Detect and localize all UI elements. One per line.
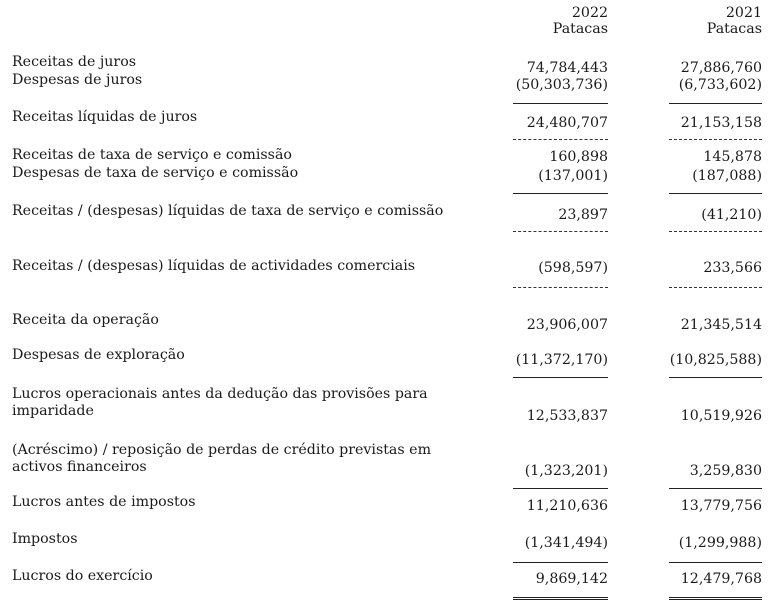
double-underline [669,597,762,600]
value-2021-tax: (1,299,988) [678,535,762,551]
year-2022-header: 2022 [571,5,608,21]
row-label-interest-expense: Despesas de juros [12,72,143,88]
value-2022-interest-expense: (50,303,736) [515,77,608,93]
value-2021-interest-income: 27,886,760 [680,60,762,76]
row-label-net-trading: Receitas / (despesas) líquidas de actividades comerciais [12,258,416,274]
value-2021-fee-income: 145,878 [703,149,762,165]
row-label-pre-impairment-profit-line1: Lucros operacionais antes da dedução das provisões para [12,386,428,402]
value-2022-operating-expenses: (11,372,170) [515,352,608,368]
currency-2021-header: Patacas [706,21,762,37]
value-2022-profit-for-year: 9,869,142 [535,571,608,587]
row-label-operating-expenses: Despesas de exploração [12,347,185,363]
value-2021-fee-expense: (187,088) [692,168,762,184]
value-2022-net-trading: (598,597) [538,260,608,276]
underline [513,193,608,194]
row-label-profit-for-year: Lucros do exercício [12,568,153,584]
value-2022-fee-expense: (137,001) [538,168,608,184]
row-label-operating-income: Receita da operação [12,312,159,328]
row-label-profit-before-tax: Lucros antes de impostos [12,494,196,510]
value-2022-profit-before-tax: 11,210,636 [526,498,608,514]
row-label-credit-loss-line1: (Acréscimo) / reposição de perdas de crédito previstas em [12,442,432,458]
value-2022-fee-income: 160,898 [549,149,608,165]
underline [513,103,608,104]
row-label-fee-expense: Despesas de taxa de serviço e comissão [12,165,299,181]
currency-2022-header: Patacas [552,21,608,37]
value-2021-profit-before-tax: 13,779,756 [680,498,762,514]
dashed-underline [669,287,762,288]
value-2021-profit-for-year: 12,479,768 [680,571,762,587]
underline [513,488,608,489]
value-2022-net-interest-income: 24,480,707 [526,115,608,131]
row-label-tax: Impostos [12,531,78,547]
value-2021-operating-expenses: (10,825,588) [669,352,762,368]
value-2022-net-fee: 23,897 [558,207,608,223]
row-label-fee-income: Receitas de taxa de serviço e comissão [12,147,292,163]
value-2022-interest-income: 74,784,443 [526,60,608,76]
value-2021-operating-income: 21,345,514 [680,317,762,333]
value-2022-credit-loss: (1,323,201) [524,463,608,479]
value-2021-pre-impairment-profit: 10,519,926 [680,408,762,424]
value-2021-net-fee: (41,210) [701,207,762,223]
dashed-underline [513,287,608,288]
dashed-underline [513,231,608,232]
dashed-underline [669,231,762,232]
underline [669,377,762,378]
underline [669,488,762,489]
row-label-pre-impairment-profit-line2: imparidade [12,403,94,419]
underline [669,562,762,563]
row-label-net-fee: Receitas / (despesas) líquidas de taxa de serviço e comissão [12,203,444,219]
underline [513,377,608,378]
year-2021-header: 2021 [725,5,762,21]
row-label-credit-loss-line2: activos financeiros [12,459,147,475]
double-underline [513,597,608,600]
value-2021-interest-expense: (6,733,602) [678,77,762,93]
underline [669,193,762,194]
value-2021-net-interest-income: 21,153,158 [680,115,762,131]
row-label-net-interest-income: Receitas líquidas de juros [12,109,198,125]
value-2022-tax: (1,341,494) [524,535,608,551]
value-2022-pre-impairment-profit: 12,533,837 [526,408,608,424]
underline [669,103,762,104]
dashed-underline [513,139,608,140]
value-2021-credit-loss: 3,259,830 [689,463,762,479]
dashed-underline [669,139,762,140]
value-2022-operating-income: 23,906,007 [526,317,608,333]
row-label-interest-income: Receitas de juros [12,54,137,70]
underline [513,562,608,563]
value-2021-net-trading: 233,566 [703,260,762,276]
